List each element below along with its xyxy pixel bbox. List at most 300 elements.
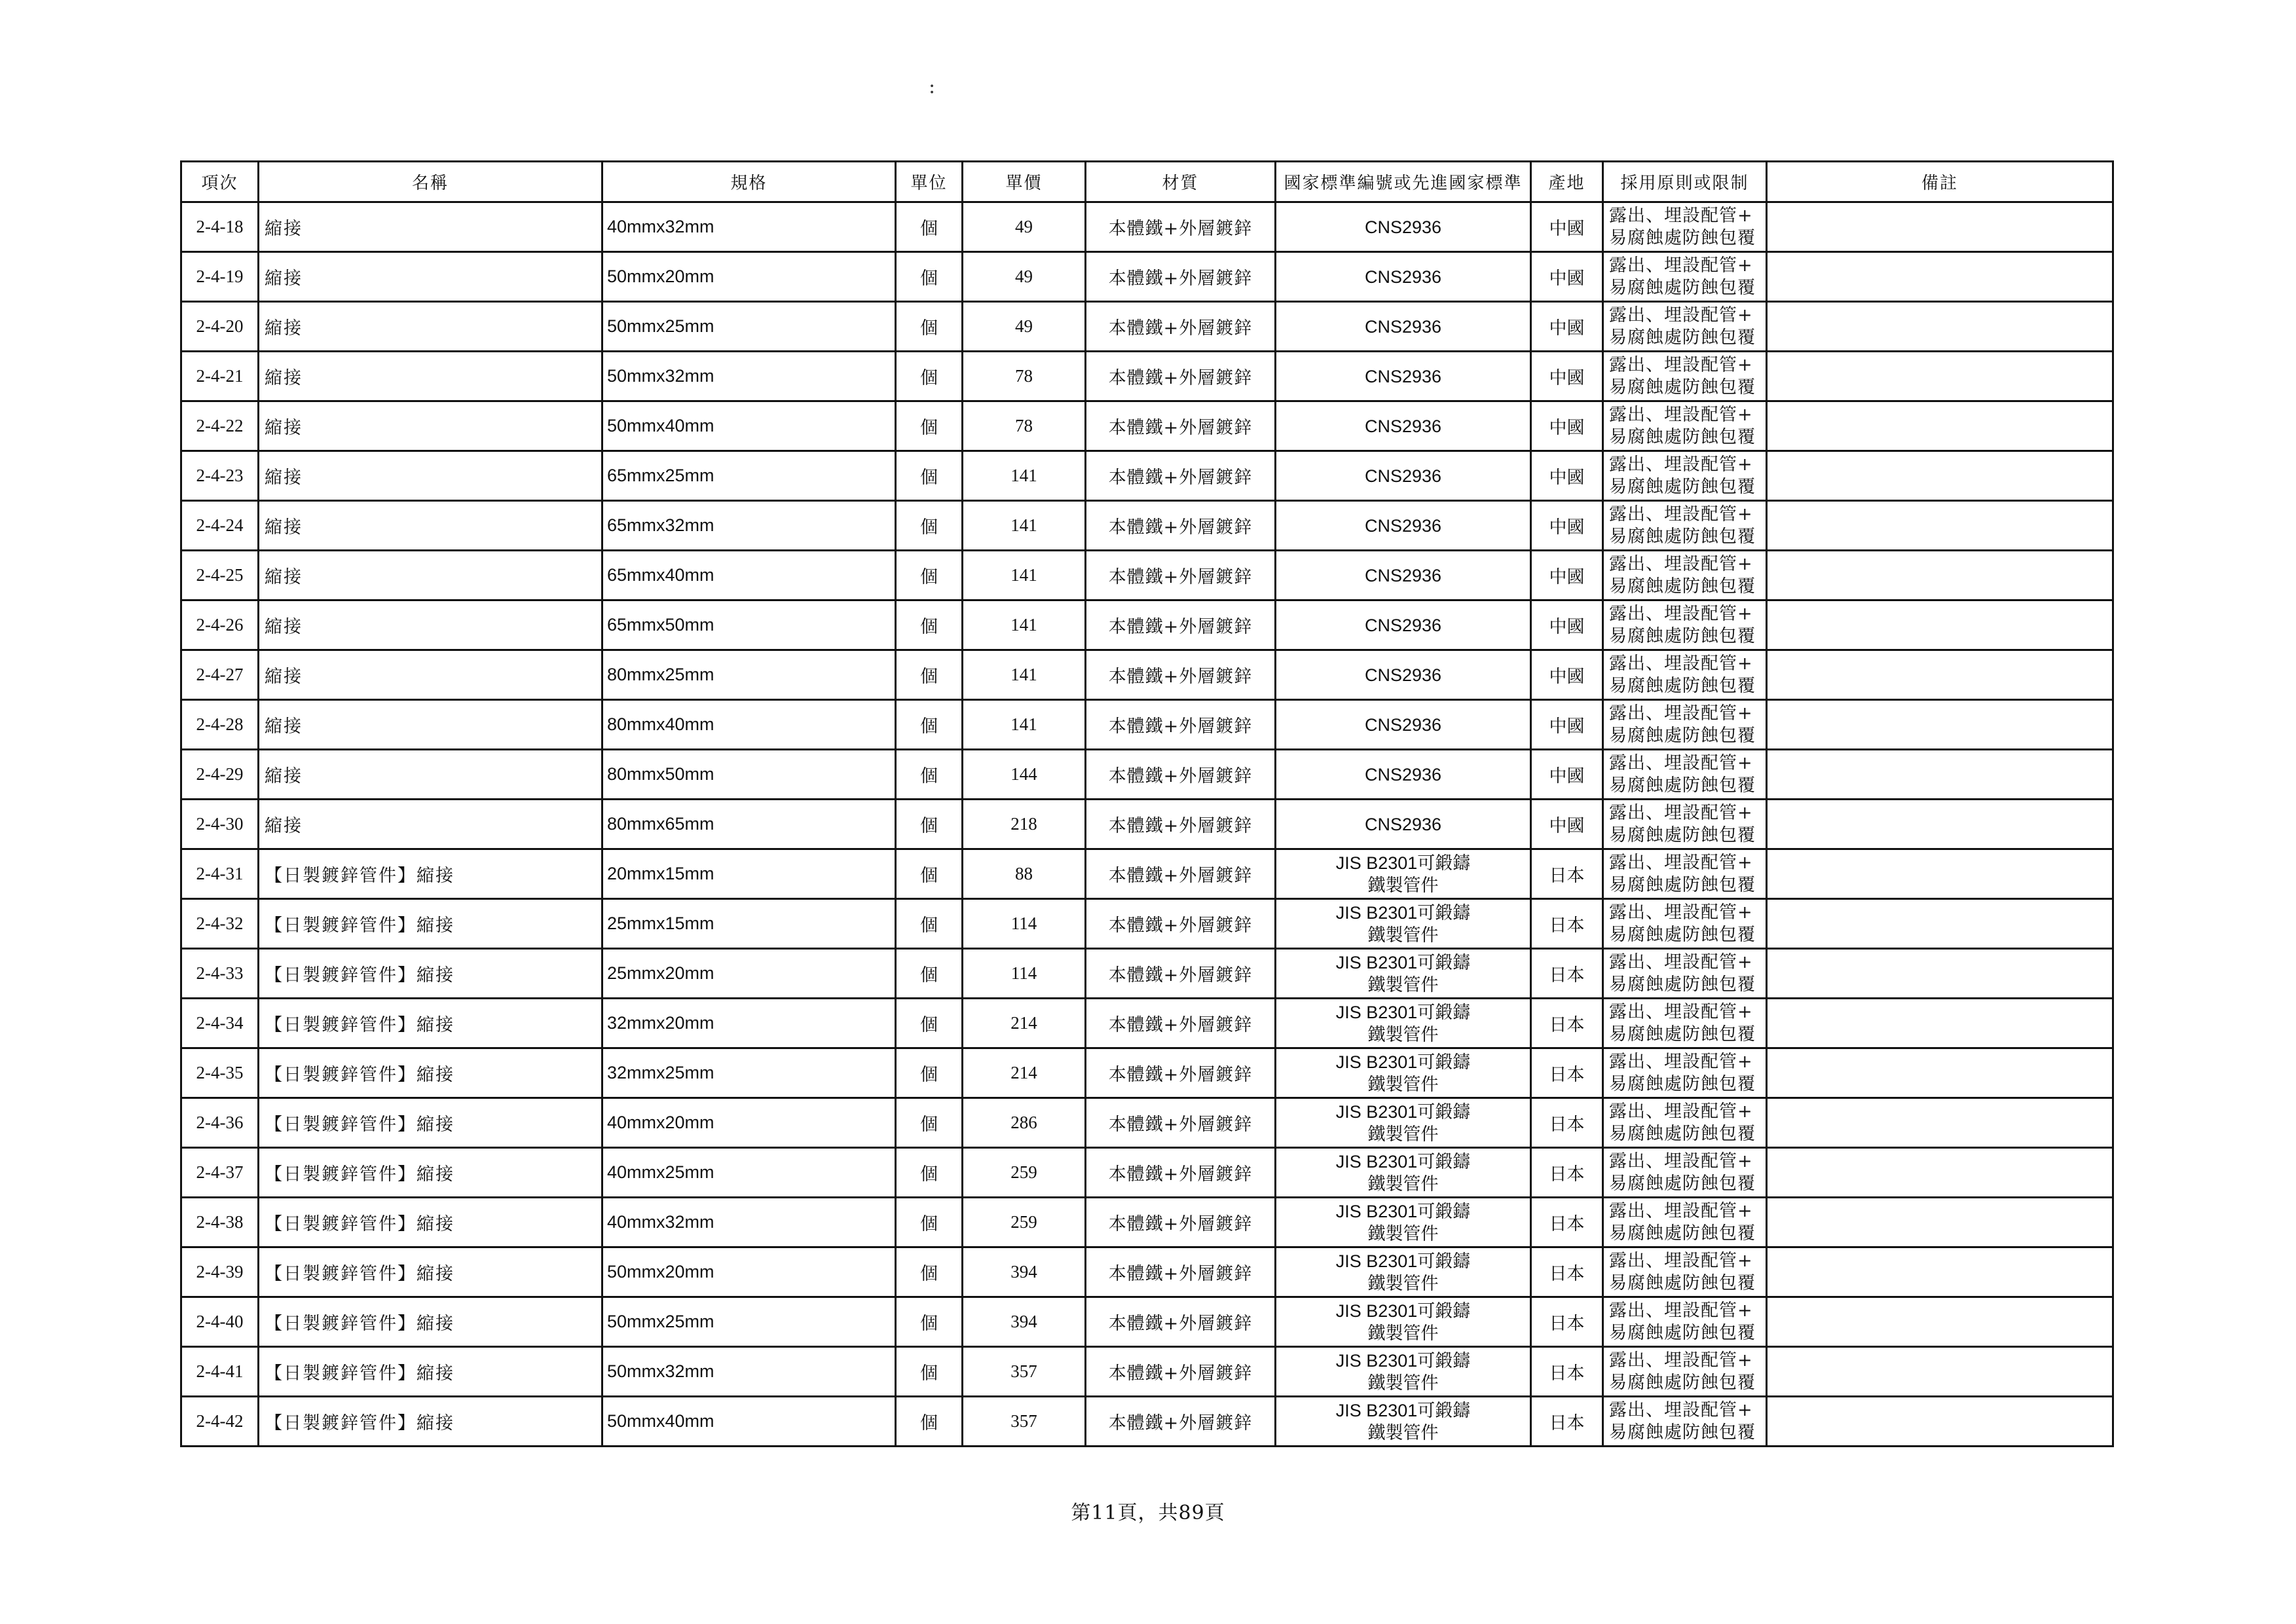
item-rule-cell	[1603, 551, 1767, 600]
header-price: 單價	[963, 162, 1086, 202]
item-unit-cell: 個	[896, 401, 963, 451]
item-id-cell: 2-4-38	[181, 1198, 259, 1247]
rule-line: 露出、埋設配管+	[1609, 653, 1753, 674]
rule-line: 易腐蝕處防蝕包覆	[1609, 476, 1756, 497]
item-unit-cell: 個	[896, 800, 963, 849]
item-material-cell: 本體鐵+外層鍍鋅	[1086, 849, 1276, 899]
item-material-cell: 本體鐵+外層鍍鋅	[1086, 302, 1276, 352]
item-material-cell: 本體鐵+外層鍍鋅	[1086, 451, 1276, 501]
rule-line: 易腐蝕處防蝕包覆	[1609, 1322, 1756, 1343]
item-id-cell: 2-4-30	[181, 800, 259, 849]
item-origin-cell: 中國	[1531, 800, 1603, 849]
item-rule-cell	[1603, 401, 1767, 451]
rule-line: 露出、埋設配管+	[1609, 1151, 1753, 1172]
item-id-cell: 2-4-20	[181, 302, 259, 352]
item-note-cell	[1767, 1297, 2113, 1347]
table-row	[181, 1297, 2113, 1347]
item-spec-cell: 65mmx50mm	[602, 600, 896, 650]
item-note-cell	[1767, 1198, 2113, 1247]
item-price-cell: 49	[963, 302, 1086, 352]
standard-line: 鐵製管件	[1367, 1074, 1439, 1094]
standard-line: CNS2936	[1364, 466, 1442, 486]
item-origin-cell: 中國	[1531, 352, 1603, 401]
item-rule-cell	[1603, 899, 1767, 949]
page-number: 第11頁，共89頁	[1071, 1502, 1225, 1524]
item-name-cell: 縮接	[259, 650, 602, 700]
standard-line: CNS2936	[1364, 764, 1442, 784]
scan-mark: :	[929, 75, 936, 98]
rule-line: 露出、埋設配管+	[1609, 205, 1753, 226]
rule-line: 露出、埋設配管+	[1609, 752, 1753, 773]
item-standard-cell	[1276, 202, 1531, 252]
item-origin-cell: 日本	[1531, 1347, 1603, 1397]
item-standard-cell	[1276, 1048, 1531, 1098]
table-row	[181, 700, 2113, 750]
table-row	[181, 999, 2113, 1048]
item-material-cell: 本體鐵+外層鍍鋅	[1086, 800, 1276, 849]
item-rule-cell	[1603, 949, 1767, 999]
rule-line: 露出、埋設配管+	[1609, 802, 1753, 823]
item-price-cell: 286	[963, 1098, 1086, 1148]
standard-line: 鐵製管件	[1367, 1024, 1439, 1044]
item-price-cell: 394	[963, 1247, 1086, 1297]
item-rule-cell	[1603, 999, 1767, 1048]
item-name-cell: 【日製鍍鋅管件】縮接	[259, 1098, 602, 1148]
item-unit-cell: 個	[896, 849, 963, 899]
item-origin-cell: 中國	[1531, 302, 1603, 352]
item-unit-cell: 個	[896, 1347, 963, 1397]
item-name-cell: 【日製鍍鋅管件】縮接	[259, 1347, 602, 1397]
item-unit-cell: 個	[896, 1297, 963, 1347]
item-id-cell: 2-4-27	[181, 650, 259, 700]
rule-line: 露出、埋設配管+	[1609, 354, 1753, 375]
item-rule-cell	[1603, 1347, 1767, 1397]
item-price-cell: 218	[963, 800, 1086, 849]
item-standard-cell	[1276, 1347, 1531, 1397]
item-spec-cell: 25mmx20mm	[602, 949, 896, 999]
item-name-cell: 【日製鍍鋅管件】縮接	[259, 949, 602, 999]
rule-line: 露出、埋設配管+	[1609, 404, 1753, 425]
item-note-cell	[1767, 899, 2113, 949]
rule-line: 易腐蝕處防蝕包覆	[1609, 327, 1756, 348]
item-origin-cell: 日本	[1531, 1247, 1603, 1297]
item-unit-cell: 個	[896, 1198, 963, 1247]
item-price-cell: 214	[963, 999, 1086, 1048]
rule-line: 易腐蝕處防蝕包覆	[1609, 625, 1756, 646]
item-spec-cell: 50mmx20mm	[602, 252, 896, 302]
table-row	[181, 899, 2113, 949]
rule-line: 露出、埋設配管+	[1609, 504, 1753, 525]
item-name-cell: 【日製鍍鋅管件】縮接	[259, 1247, 602, 1297]
item-id-cell: 2-4-22	[181, 401, 259, 451]
item-note-cell	[1767, 401, 2113, 451]
item-rule-cell	[1603, 1397, 1767, 1447]
item-spec-cell: 65mmx40mm	[602, 551, 896, 600]
item-standard-cell	[1276, 750, 1531, 800]
item-note-cell	[1767, 1247, 2113, 1297]
item-note-cell	[1767, 202, 2113, 252]
item-material-cell: 本體鐵+外層鍍鋅	[1086, 700, 1276, 750]
item-material-cell: 本體鐵+外層鍍鋅	[1086, 252, 1276, 302]
item-material-cell: 本體鐵+外層鍍鋅	[1086, 1098, 1276, 1148]
standard-line: 鐵製管件	[1367, 1223, 1439, 1244]
standard-line: 鐵製管件	[1367, 875, 1439, 895]
item-name-cell: 縮接	[259, 600, 602, 650]
table-row	[181, 949, 2113, 999]
standard-line: 鐵製管件	[1367, 1273, 1439, 1293]
item-id-cell: 2-4-28	[181, 700, 259, 750]
item-unit-cell: 個	[896, 1148, 963, 1198]
standard-line: CNS2936	[1364, 714, 1442, 735]
rule-line: 易腐蝕處防蝕包覆	[1609, 526, 1756, 547]
item-note-cell	[1767, 1397, 2113, 1447]
standard-line: JIS B2301可鍛鑄	[1335, 1201, 1471, 1221]
item-origin-cell: 中國	[1531, 401, 1603, 451]
table-row	[181, 401, 2113, 451]
standard-line: JIS B2301可鍛鑄	[1335, 1151, 1471, 1172]
item-origin-cell: 中國	[1531, 451, 1603, 501]
item-spec-cell: 25mmx15mm	[602, 899, 896, 949]
item-price-cell: 357	[963, 1347, 1086, 1397]
item-price-cell: 114	[963, 949, 1086, 999]
item-id-cell: 2-4-32	[181, 899, 259, 949]
rule-line: 露出、埋設配管+	[1609, 1350, 1753, 1371]
item-origin-cell: 中國	[1531, 252, 1603, 302]
item-material-cell: 本體鐵+外層鍍鋅	[1086, 1397, 1276, 1447]
item-id-cell: 2-4-37	[181, 1148, 259, 1198]
item-origin-cell: 中國	[1531, 202, 1603, 252]
item-material-cell: 本體鐵+外層鍍鋅	[1086, 1198, 1276, 1247]
item-note-cell	[1767, 551, 2113, 600]
item-note-cell	[1767, 501, 2113, 551]
item-name-cell: 縮接	[259, 501, 602, 551]
table-row	[181, 352, 2113, 401]
item-name-cell: 【日製鍍鋅管件】縮接	[259, 849, 602, 899]
item-name-cell: 縮接	[259, 352, 602, 401]
item-price-cell: 88	[963, 849, 1086, 899]
item-name-cell: 縮接	[259, 750, 602, 800]
item-origin-cell: 日本	[1531, 999, 1603, 1048]
item-id-cell: 2-4-33	[181, 949, 259, 999]
item-unit-cell: 個	[896, 1247, 963, 1297]
standard-line: CNS2936	[1364, 366, 1442, 386]
table-row	[181, 1148, 2113, 1198]
item-spec-cell: 50mmx25mm	[602, 1297, 896, 1347]
standard-line: JIS B2301可鍛鑄	[1335, 1002, 1471, 1022]
item-unit-cell: 個	[896, 700, 963, 750]
item-note-cell	[1767, 700, 2113, 750]
item-spec-cell: 80mmx25mm	[602, 650, 896, 700]
rule-line: 露出、埋設配管+	[1609, 1200, 1753, 1221]
item-note-cell	[1767, 949, 2113, 999]
rule-line: 露出、埋設配管+	[1609, 1001, 1753, 1022]
item-spec-cell: 40mmx25mm	[602, 1148, 896, 1198]
item-standard-cell	[1276, 1148, 1531, 1198]
rule-line: 易腐蝕處防蝕包覆	[1609, 1123, 1756, 1144]
item-unit-cell: 個	[896, 650, 963, 700]
item-spec-cell: 32mmx20mm	[602, 999, 896, 1048]
standard-line: CNS2936	[1364, 515, 1442, 536]
item-origin-cell: 日本	[1531, 1198, 1603, 1247]
standard-line: CNS2936	[1364, 316, 1442, 337]
item-name-cell: 【日製鍍鋅管件】縮接	[259, 1198, 602, 1247]
standard-line: JIS B2301可鍛鑄	[1335, 1052, 1471, 1072]
table-row	[181, 600, 2113, 650]
table-row	[181, 451, 2113, 501]
item-name-cell: 縮接	[259, 401, 602, 451]
item-unit-cell: 個	[896, 352, 963, 401]
item-note-cell	[1767, 1048, 2113, 1098]
rule-line: 易腐蝕處防蝕包覆	[1609, 277, 1756, 298]
rule-line: 露出、埋設配管+	[1609, 603, 1753, 624]
item-price-cell: 141	[963, 650, 1086, 700]
item-unit-cell: 個	[896, 949, 963, 999]
item-standard-cell	[1276, 1247, 1531, 1297]
header-name: 名稱	[259, 162, 602, 202]
item-price-cell: 141	[963, 600, 1086, 650]
item-spec-cell: 20mmx15mm	[602, 849, 896, 899]
item-material-cell: 本體鐵+外層鍍鋅	[1086, 501, 1276, 551]
rule-line: 易腐蝕處防蝕包覆	[1609, 1024, 1756, 1044]
item-origin-cell: 中國	[1531, 650, 1603, 700]
item-standard-cell	[1276, 551, 1531, 600]
item-material-cell: 本體鐵+外層鍍鋅	[1086, 1148, 1276, 1198]
item-origin-cell: 日本	[1531, 1297, 1603, 1347]
item-id-cell: 2-4-41	[181, 1347, 259, 1397]
item-price-cell: 49	[963, 202, 1086, 252]
item-spec-cell: 50mmx40mm	[602, 401, 896, 451]
item-rule-cell	[1603, 501, 1767, 551]
item-origin-cell: 中國	[1531, 501, 1603, 551]
item-id-cell: 2-4-42	[181, 1397, 259, 1447]
table-row	[181, 551, 2113, 600]
item-price-cell: 78	[963, 352, 1086, 401]
header-unit: 單位	[896, 162, 963, 202]
item-note-cell	[1767, 352, 2113, 401]
item-origin-cell: 中國	[1531, 600, 1603, 650]
item-price-cell: 259	[963, 1198, 1086, 1247]
item-price-cell: 141	[963, 551, 1086, 600]
item-standard-cell	[1276, 650, 1531, 700]
item-standard-cell	[1276, 252, 1531, 302]
rule-line: 露出、埋設配管+	[1609, 951, 1753, 972]
item-spec-cell: 40mmx20mm	[602, 1098, 896, 1148]
item-material-cell: 本體鐵+外層鍍鋅	[1086, 551, 1276, 600]
item-note-cell	[1767, 1347, 2113, 1397]
standard-line: JIS B2301可鍛鑄	[1335, 902, 1471, 923]
item-id-cell: 2-4-31	[181, 849, 259, 899]
rule-line: 露出、埋設配管+	[1609, 1399, 1753, 1420]
rule-line: 露出、埋設配管+	[1609, 454, 1753, 475]
standard-line: JIS B2301可鍛鑄	[1335, 952, 1471, 972]
standard-line: JIS B2301可鍛鑄	[1335, 1400, 1471, 1420]
standard-line: 鐵製管件	[1367, 1422, 1439, 1443]
item-spec-cell: 40mmx32mm	[602, 202, 896, 252]
item-note-cell	[1767, 302, 2113, 352]
item-origin-cell: 日本	[1531, 1098, 1603, 1148]
standard-line: CNS2936	[1364, 416, 1442, 436]
table-row	[181, 252, 2113, 302]
item-unit-cell: 個	[896, 302, 963, 352]
item-rule-cell	[1603, 650, 1767, 700]
rule-line: 易腐蝕處防蝕包覆	[1609, 675, 1756, 696]
item-standard-cell	[1276, 401, 1531, 451]
rule-line: 露出、埋設配管+	[1609, 1250, 1753, 1271]
rule-line: 易腐蝕處防蝕包覆	[1609, 874, 1756, 895]
rule-line: 露出、埋設配管+	[1609, 852, 1753, 873]
item-origin-cell: 日本	[1531, 1048, 1603, 1098]
item-standard-cell	[1276, 1397, 1531, 1447]
item-standard-cell	[1276, 1198, 1531, 1247]
item-name-cell: 縮接	[259, 202, 602, 252]
standard-line: 鐵製管件	[1367, 1323, 1439, 1343]
item-standard-cell	[1276, 600, 1531, 650]
item-spec-cell: 40mmx32mm	[602, 1198, 896, 1247]
header-spec: 規格	[602, 162, 896, 202]
rule-line: 易腐蝕處防蝕包覆	[1609, 1272, 1756, 1293]
item-price-cell: 114	[963, 899, 1086, 949]
table-row	[181, 800, 2113, 849]
item-id-cell: 2-4-26	[181, 600, 259, 650]
item-rule-cell	[1603, 302, 1767, 352]
standard-line: 鐵製管件	[1367, 925, 1439, 945]
item-standard-cell	[1276, 700, 1531, 750]
item-rule-cell	[1603, 1297, 1767, 1347]
item-origin-cell: 日本	[1531, 899, 1603, 949]
item-rule-cell	[1603, 1098, 1767, 1148]
rule-line: 易腐蝕處防蝕包覆	[1609, 725, 1756, 746]
table-row	[181, 1048, 2113, 1098]
rule-line: 露出、埋設配管+	[1609, 1300, 1753, 1321]
item-standard-cell	[1276, 800, 1531, 849]
item-note-cell	[1767, 600, 2113, 650]
item-rule-cell	[1603, 352, 1767, 401]
item-note-cell	[1767, 750, 2113, 800]
table-row	[181, 1198, 2113, 1247]
table-row	[181, 650, 2113, 700]
item-id-cell: 2-4-19	[181, 252, 259, 302]
item-unit-cell: 個	[896, 451, 963, 501]
standard-line: 鐵製管件	[1367, 974, 1439, 995]
item-material-cell: 本體鐵+外層鍍鋅	[1086, 1297, 1276, 1347]
item-note-cell	[1767, 999, 2113, 1048]
item-spec-cell: 80mmx50mm	[602, 750, 896, 800]
table-row	[181, 302, 2113, 352]
rule-line: 易腐蝕處防蝕包覆	[1609, 1372, 1756, 1393]
rule-line: 易腐蝕處防蝕包覆	[1609, 377, 1756, 397]
item-name-cell: 縮接	[259, 302, 602, 352]
rule-line: 露出、埋設配管+	[1609, 553, 1753, 574]
item-name-cell: 縮接	[259, 800, 602, 849]
item-name-cell: 【日製鍍鋅管件】縮接	[259, 1148, 602, 1198]
item-rule-cell	[1603, 800, 1767, 849]
item-rule-cell	[1603, 849, 1767, 899]
rule-line: 易腐蝕處防蝕包覆	[1609, 227, 1756, 248]
standard-line: CNS2936	[1364, 814, 1442, 834]
standard-line: JIS B2301可鍛鑄	[1335, 1301, 1471, 1321]
standard-line: CNS2936	[1364, 217, 1442, 237]
rule-line: 易腐蝕處防蝕包覆	[1609, 426, 1756, 447]
item-price-cell: 357	[963, 1397, 1086, 1447]
item-id-cell: 2-4-23	[181, 451, 259, 501]
item-material-cell: 本體鐵+外層鍍鋅	[1086, 650, 1276, 700]
item-origin-cell: 中國	[1531, 551, 1603, 600]
item-id-cell: 2-4-36	[181, 1098, 259, 1148]
table-row	[181, 501, 2113, 551]
item-standard-cell	[1276, 949, 1531, 999]
item-material-cell: 本體鐵+外層鍍鋅	[1086, 1347, 1276, 1397]
item-unit-cell: 個	[896, 551, 963, 600]
item-spec-cell: 50mmx40mm	[602, 1397, 896, 1447]
rule-line: 露出、埋設配管+	[1609, 255, 1753, 276]
standard-line: CNS2936	[1364, 267, 1442, 287]
item-unit-cell: 個	[896, 202, 963, 252]
item-spec-cell: 65mmx25mm	[602, 451, 896, 501]
price-spec-table	[180, 160, 2114, 1447]
item-rule-cell	[1603, 451, 1767, 501]
item-rule-cell	[1603, 1048, 1767, 1098]
rule-line: 易腐蝕處防蝕包覆	[1609, 576, 1756, 597]
standard-line: JIS B2301可鍛鑄	[1335, 1251, 1471, 1271]
item-rule-cell	[1603, 750, 1767, 800]
item-price-cell: 144	[963, 750, 1086, 800]
item-standard-cell	[1276, 501, 1531, 551]
rule-line: 易腐蝕處防蝕包覆	[1609, 924, 1756, 945]
table-row	[181, 202, 2113, 252]
header-note: 備註	[1767, 162, 2113, 202]
item-spec-cell: 80mmx65mm	[602, 800, 896, 849]
item-standard-cell	[1276, 899, 1531, 949]
item-name-cell: 【日製鍍鋅管件】縮接	[259, 899, 602, 949]
standard-line: JIS B2301可鍛鑄	[1335, 853, 1471, 873]
standard-line: JIS B2301可鍛鑄	[1335, 1350, 1471, 1371]
item-material-cell: 本體鐵+外層鍍鋅	[1086, 899, 1276, 949]
item-origin-cell: 日本	[1531, 1148, 1603, 1198]
item-rule-cell	[1603, 600, 1767, 650]
table-row	[181, 1247, 2113, 1297]
item-name-cell: 【日製鍍鋅管件】縮接	[259, 1397, 602, 1447]
rule-line: 露出、埋設配管+	[1609, 902, 1753, 923]
item-rule-cell	[1603, 1148, 1767, 1198]
item-origin-cell: 中國	[1531, 750, 1603, 800]
item-standard-cell	[1276, 352, 1531, 401]
rule-line: 易腐蝕處防蝕包覆	[1609, 1173, 1756, 1194]
item-spec-cell: 50mmx20mm	[602, 1247, 896, 1297]
standard-line: 鐵製管件	[1367, 1173, 1439, 1194]
item-note-cell	[1767, 451, 2113, 501]
item-standard-cell	[1276, 1098, 1531, 1148]
item-spec-cell: 50mmx25mm	[602, 302, 896, 352]
item-note-cell	[1767, 650, 2113, 700]
item-spec-cell: 65mmx32mm	[602, 501, 896, 551]
item-standard-cell	[1276, 451, 1531, 501]
item-spec-cell: 80mmx40mm	[602, 700, 896, 750]
item-unit-cell: 個	[896, 899, 963, 949]
rule-line: 易腐蝕處防蝕包覆	[1609, 824, 1756, 845]
item-rule-cell	[1603, 252, 1767, 302]
item-name-cell: 【日製鍍鋅管件】縮接	[259, 999, 602, 1048]
table-row	[181, 750, 2113, 800]
item-unit-cell: 個	[896, 252, 963, 302]
item-id-cell: 2-4-18	[181, 202, 259, 252]
item-origin-cell: 日本	[1531, 949, 1603, 999]
item-price-cell: 259	[963, 1148, 1086, 1198]
item-id-cell: 2-4-25	[181, 551, 259, 600]
item-name-cell: 縮接	[259, 451, 602, 501]
item-name-cell: 縮接	[259, 252, 602, 302]
item-material-cell: 本體鐵+外層鍍鋅	[1086, 1048, 1276, 1098]
rule-line: 露出、埋設配管+	[1609, 1101, 1753, 1122]
